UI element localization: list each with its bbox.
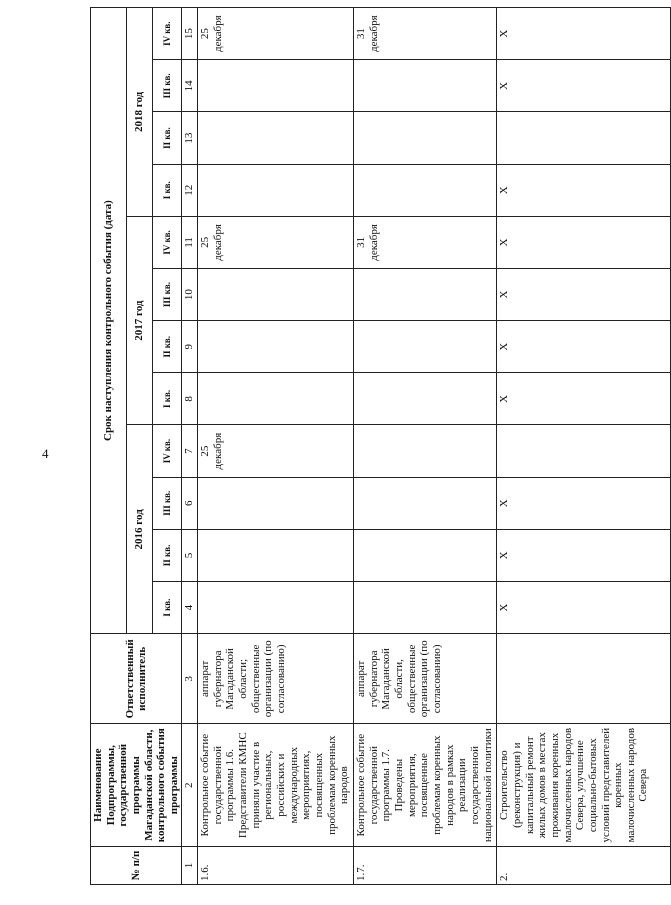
header-quarter: IV кв. bbox=[152, 425, 182, 477]
empty-cell bbox=[354, 529, 497, 581]
empty-cell bbox=[198, 321, 354, 373]
cross-mark: X bbox=[497, 477, 670, 529]
empty-cell bbox=[354, 373, 497, 425]
schedule-table-container bbox=[90, 7, 650, 885]
header-quarter: III кв. bbox=[152, 60, 182, 112]
header-quarter: I кв. bbox=[152, 164, 182, 216]
cross-mark: X bbox=[497, 268, 670, 320]
cross-mark: X bbox=[497, 321, 670, 373]
header-name: Наименование Подпрограммы, государственной программы Магаданской области, контрольного события программы bbox=[91, 724, 182, 846]
event-date: 25 декабря bbox=[198, 8, 354, 60]
column-number: 2 bbox=[182, 724, 198, 846]
row-number: 2. bbox=[497, 846, 670, 884]
empty-cell bbox=[198, 582, 354, 634]
header-year: 2018 год bbox=[127, 8, 153, 217]
event-date: 31 декабря bbox=[354, 216, 497, 268]
event-date: 25 декабря bbox=[198, 216, 354, 268]
header-year: 2016 год bbox=[127, 425, 153, 634]
column-number: 3 bbox=[182, 634, 198, 724]
row-executor bbox=[497, 634, 670, 724]
event-date: 25 декабря bbox=[198, 425, 354, 477]
cross-mark: X bbox=[497, 60, 670, 112]
empty-cell bbox=[198, 164, 354, 216]
empty-cell bbox=[354, 60, 497, 112]
column-number: 13 bbox=[182, 112, 198, 164]
page-number: 4 bbox=[42, 446, 49, 461]
table-row bbox=[198, 8, 354, 885]
column-number: 7 bbox=[182, 425, 198, 477]
header-quarter: III кв. bbox=[152, 477, 182, 529]
empty-cell bbox=[198, 373, 354, 425]
cross-mark: X bbox=[497, 216, 670, 268]
header-exec: Ответственный исполнитель bbox=[91, 634, 182, 724]
table-row bbox=[354, 8, 497, 885]
header-quarter: II кв. bbox=[152, 112, 182, 164]
empty-cell bbox=[497, 112, 670, 164]
empty-cell bbox=[354, 321, 497, 373]
header-quarter: II кв. bbox=[152, 529, 182, 581]
header-period: Срок наступления контрольного события (дата) bbox=[91, 8, 127, 634]
column-number: 4 bbox=[182, 582, 198, 634]
header-quarter: I кв. bbox=[152, 582, 182, 634]
empty-cell bbox=[354, 477, 497, 529]
header-num: № п/п bbox=[91, 846, 182, 884]
header-year: 2017 год bbox=[127, 216, 153, 425]
column-number: 8 bbox=[182, 373, 198, 425]
row-executor: аппарат губернатора Магаданской области; общественные организации (по согласованию) bbox=[198, 634, 354, 724]
cross-mark: X bbox=[497, 8, 670, 60]
row-executor: аппарат губернатора Магаданской области, общественные организации (по согласованию) bbox=[354, 634, 497, 724]
table-row bbox=[497, 8, 670, 885]
empty-cell bbox=[354, 112, 497, 164]
header-quarter: I кв. bbox=[152, 373, 182, 425]
column-number: 9 bbox=[182, 321, 198, 373]
empty-cell bbox=[354, 425, 497, 477]
header-quarter: III кв. bbox=[152, 268, 182, 320]
schedule-table bbox=[90, 7, 671, 885]
row-name: Контрольное событие государственной программы 1.6. Представители КМНС приняли участие в региональных, российских и международных мероприятиях, посвященных проблемам коренных народов bbox=[198, 724, 354, 846]
column-number: 12 bbox=[182, 164, 198, 216]
cross-mark: X bbox=[497, 164, 670, 216]
cross-mark: X bbox=[497, 529, 670, 581]
row-number: 1.6. bbox=[198, 846, 354, 884]
empty-cell bbox=[354, 268, 497, 320]
empty-cell bbox=[354, 582, 497, 634]
column-number: 14 bbox=[182, 60, 198, 112]
cross-mark: X bbox=[497, 582, 670, 634]
empty-cell bbox=[198, 60, 354, 112]
empty-cell bbox=[198, 112, 354, 164]
empty-cell bbox=[198, 529, 354, 581]
column-number: 5 bbox=[182, 529, 198, 581]
row-name: Строительство (реконструкция) и капитальный ремонт жилых домов в местах проживания коренных малочисленных народов Севера, улучшение социально-бытовых условий представителей коренных малочисленных народов Севера bbox=[497, 724, 670, 846]
column-number: 6 bbox=[182, 477, 198, 529]
column-number: 1 bbox=[182, 846, 198, 884]
column-number: 10 bbox=[182, 268, 198, 320]
column-number: 11 bbox=[182, 216, 198, 268]
row-name: Контрольное событие государственной программы 1.7. Проведены мероприятия, посвященные проблемам коренных народов в рамках реализации государственной национальной политики bbox=[354, 724, 497, 846]
empty-cell bbox=[497, 425, 670, 477]
header-quarter: II кв. bbox=[152, 321, 182, 373]
header-quarter: IV кв. bbox=[152, 216, 182, 268]
empty-cell bbox=[198, 477, 354, 529]
empty-cell bbox=[354, 164, 497, 216]
event-date: 31 декабря bbox=[354, 8, 497, 60]
cross-mark: X bbox=[497, 373, 670, 425]
header-quarter: IV кв. bbox=[152, 8, 182, 60]
column-number: 15 bbox=[182, 8, 198, 60]
empty-cell bbox=[198, 268, 354, 320]
row-number: 1.7. bbox=[354, 846, 497, 884]
